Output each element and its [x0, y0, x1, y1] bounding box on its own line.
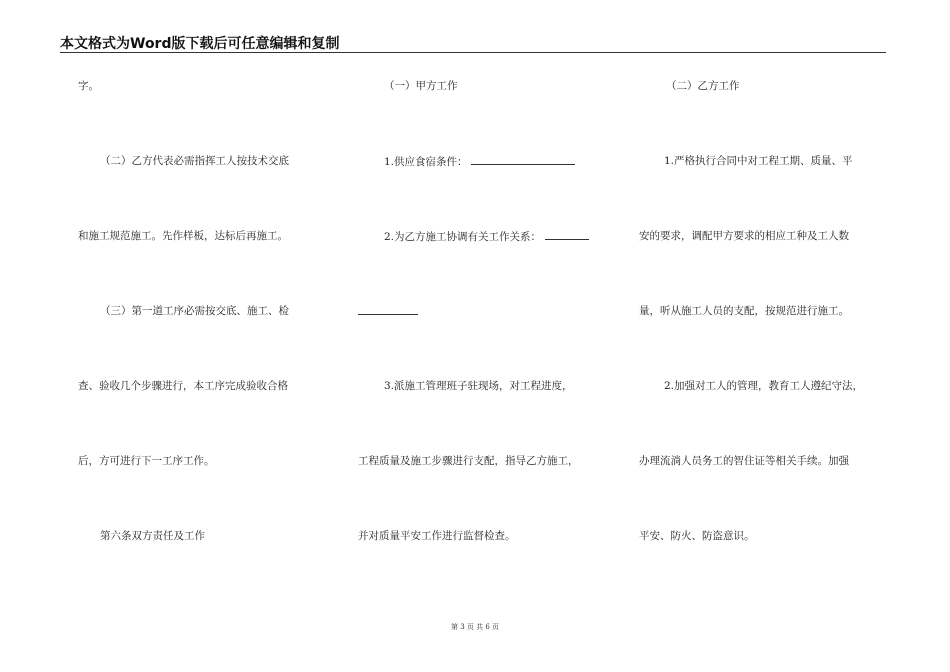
fill-in-blank-line — [545, 229, 589, 240]
middle-col-item-1 — [384, 154, 575, 169]
middle-col-item-1-text: 1.供应食宿条件： — [384, 156, 468, 168]
left-col-line-5: 查、验收几个步骤进行，本工序完成验收合格 — [78, 380, 288, 392]
middle-col-item-3-line-1: 3.派施工管理班子驻现场，对工程进度， — [384, 380, 573, 392]
left-col-line-6: 后，方可进行下一工序工作。 — [78, 455, 215, 467]
left-col-line-3: 和施工规范施工。先作样板，达标后再施工。 — [78, 230, 288, 242]
left-col-line-4: （三）第一道工序必需按交底、施工、检 — [100, 305, 289, 317]
left-col-section-heading: 第六条双方责任及工作 — [100, 530, 205, 542]
right-col-line-6: 平安、防火、防盗意识。 — [639, 530, 755, 542]
left-col-line-2: （二）乙方代表必需指挥工人按技术交底 — [100, 155, 289, 167]
right-col-line-3: 量，听从施工人员的支配，按规范进行施工。 — [639, 305, 849, 317]
right-col-line-2: 安的要求，调配甲方要求的相应工种及工人数 — [639, 230, 849, 242]
right-col-line-1: 1.严格执行合同中对工程工期、质量、平 — [664, 155, 853, 167]
left-col-line-1: 字。 — [78, 80, 99, 92]
fill-in-blank-line — [471, 154, 575, 165]
right-col-line-5: 办理流淌人员务工的智住证等相关手续。加强 — [639, 455, 849, 467]
middle-col-heading: （一）甲方工作 — [384, 80, 458, 92]
middle-col-item-3-line-3: 并对质量平安工作进行监督检查。 — [358, 530, 516, 542]
middle-col-item-2 — [384, 229, 589, 244]
header-divider — [60, 52, 886, 53]
page-number-footer: 第 3 页 共 6 页 — [450, 623, 500, 631]
right-col-heading: （二）乙方工作 — [666, 80, 740, 92]
middle-col-item-2-continuation — [358, 304, 418, 319]
middle-col-item-3-line-2: 工程质量及施工步骤进行支配，指导乙方施工， — [358, 455, 579, 467]
fill-in-blank-line — [358, 304, 418, 315]
middle-col-item-2-text: 2.为乙方施工协调有关工作关系： — [384, 231, 542, 243]
right-col-line-4: 2.加强对工人的管理，教育工人遵纪守法， — [664, 380, 864, 392]
document-header-title: 本文格式为Word版下载后可任意编辑和复制 — [60, 36, 340, 52]
